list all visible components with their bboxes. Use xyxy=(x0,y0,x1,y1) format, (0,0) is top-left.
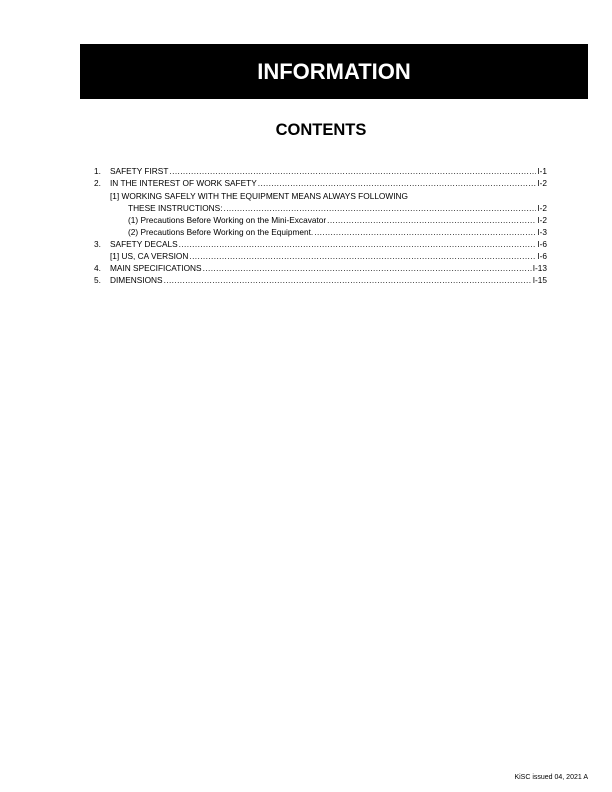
toc-dot-leader xyxy=(314,227,536,238)
toc-entry-us-ca-version[interactable] xyxy=(110,251,547,262)
toc-entry-safety-decals[interactable] xyxy=(110,239,547,250)
toc-dot-leader xyxy=(179,239,537,250)
contents-heading: CONTENTS xyxy=(275,121,367,139)
toc-entry-number: 4. xyxy=(94,263,101,273)
toc-dot-leader xyxy=(169,166,536,177)
toc-dot-leader xyxy=(203,263,532,274)
toc-entry-these-instructions[interactable] xyxy=(128,203,547,214)
toc-entry-page: I-2 xyxy=(537,178,547,188)
toc-entry-page: I-13 xyxy=(532,263,547,273)
toc-dot-leader xyxy=(224,203,537,214)
toc-entry-number: 2. xyxy=(94,178,101,188)
toc-dot-leader xyxy=(164,275,532,286)
toc-entry-main-specifications[interactable] xyxy=(110,263,547,274)
toc-entry-working-safely[interactable]: [1] WORKING SAFELY WITH THE EQUIPMENT MEANS ALWAYS FOLLOWING xyxy=(110,191,408,201)
toc-entry-title: MAIN SPECIFICATIONS xyxy=(110,263,202,273)
toc-entry-work-safety[interactable] xyxy=(110,178,547,189)
toc-entry-precautions-mini-excavator[interactable] xyxy=(128,215,547,226)
toc-dot-leader xyxy=(258,178,537,189)
toc-entry-page: I-6 xyxy=(537,251,547,261)
toc-entry-page: I-2 xyxy=(537,215,547,225)
toc-entry-page: I-1 xyxy=(537,166,547,176)
toc-entry-title: (2) Precautions Before Working on the Equipment. xyxy=(128,227,314,237)
page-footer-issue-info: KiSC issued 04, 2021 A xyxy=(514,774,588,781)
toc-entry-number: 3. xyxy=(94,239,101,249)
toc-entry-page: I-2 xyxy=(537,203,547,213)
toc-entry-number: 1. xyxy=(94,166,101,176)
toc-entry-safety-first[interactable] xyxy=(110,166,547,177)
toc-entry-title: IN THE INTEREST OF WORK SAFETY xyxy=(110,178,257,188)
toc-entry-dimensions[interactable] xyxy=(110,275,547,286)
toc-entry-title: SAFETY DECALS xyxy=(110,239,178,249)
toc-entry-page: I-6 xyxy=(537,239,547,249)
toc-entry-page: I-15 xyxy=(532,275,547,285)
toc-entry-title: SAFETY FIRST xyxy=(110,166,169,176)
page-header-banner xyxy=(80,44,588,99)
toc-entry-title: DIMENSIONS xyxy=(110,275,163,285)
toc-entry-title: [1] US, CA VERSION xyxy=(110,251,189,261)
page-header-title: INFORMATION xyxy=(257,58,411,84)
toc-entry-precautions-equipment[interactable] xyxy=(128,227,547,238)
toc-dot-leader xyxy=(189,251,536,262)
toc-entry-title: (1) Precautions Before Working on the Mini-Excavator xyxy=(128,215,327,225)
toc-entry-page: I-3 xyxy=(537,227,547,237)
toc-dot-leader xyxy=(327,215,536,226)
toc-entry-number: 5. xyxy=(94,275,101,285)
toc-entry-title: THESE INSTRUCTIONS: xyxy=(128,203,223,213)
